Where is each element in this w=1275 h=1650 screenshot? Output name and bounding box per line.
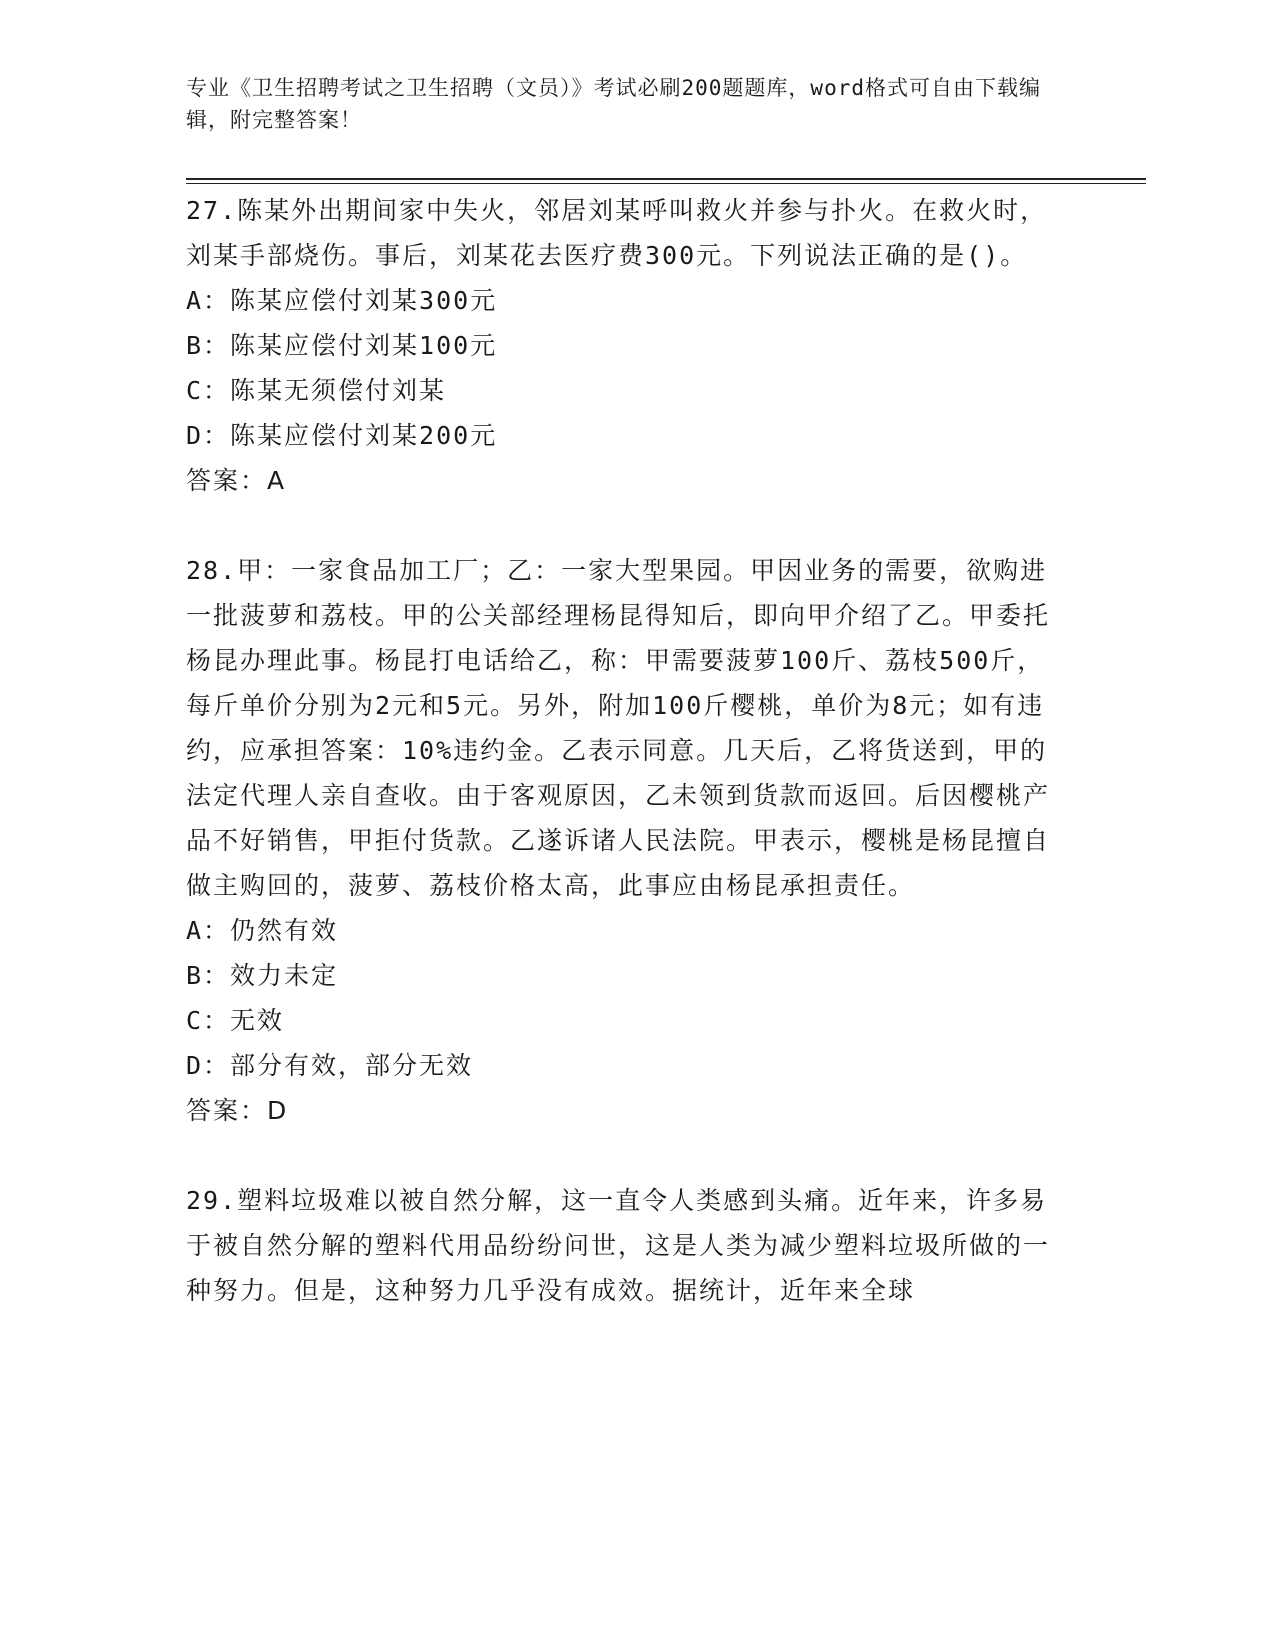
option-b: B：效力未定 [186, 961, 339, 990]
question-text: 27.陈某外出期间家中失火，邻居刘某呼叫救火并参与扑火。在救火时，刘某手部烧伤。事后，刘某花去医疗费300元。下列说法正确的是()。 [186, 196, 1048, 270]
question-text: 29.塑料垃圾难以被自然分解，这一直令人类感到头痛。近年来，许多易于被自然分解的塑料代用品纷纷问世，这是人类为减少塑料垃圾所做的一种努力。但是，这种努力几乎没有成效。据统计，近年来全球 [186, 1186, 1051, 1305]
question-29 [186, 1178, 1066, 1313]
option-a: A：陈某应偿付刘某300元 [186, 286, 498, 315]
option-c: C：陈某无须偿付刘某 [186, 376, 447, 405]
header-divider-thin [186, 183, 1146, 184]
question-28 [186, 548, 1066, 1133]
option-c: C：无效 [186, 1006, 285, 1035]
question-27 [186, 188, 1066, 503]
header-divider-thick [186, 178, 1146, 180]
question-text: 28.甲：一家食品加工厂；乙：一家大型果园。甲因业务的需要，欲购进一批菠萝和荔枝。甲的公关部经理杨昆得知后，即向甲介绍了乙。甲委托杨昆办理此事。杨昆打电话给乙，称：甲需要菠萝100斤、荔枝500斤，每斤单价分别为2元和5元。另外，附加100斤樱桃，单价为8元；如有违约，应承担答案：10%违约金。乙表示同意。几天后，乙将货送到，甲的法定代理人亲自查收。由于客观原因，乙未领到货款而返回。后因樱桃产品不好销售，甲拒付货款。乙遂诉诸人民法院。甲表示，樱桃是杨昆擅自做主购回的，菠萝、荔枝价格太高，此事应由杨昆承担责任。 [186, 556, 1051, 900]
document-header-title: 专业《卫生招聘考试之卫生招聘（文员）》考试必刷200题题库，word格式可自由下载编辑，附完整答案！ [186, 76, 1041, 132]
option-b: B：陈某应偿付刘某100元 [186, 331, 498, 360]
answer-line: 答案：D [186, 1096, 289, 1125]
question-spacer [186, 503, 1066, 548]
option-a: A：仍然有效 [186, 916, 339, 945]
question-spacer [186, 1133, 1066, 1178]
option-d: D：陈某应偿付刘某200元 [186, 421, 498, 450]
answer-line: 答案：A [186, 466, 287, 495]
question-list [186, 188, 1066, 1313]
option-d: D：部分有效，部分无效 [186, 1051, 474, 1080]
